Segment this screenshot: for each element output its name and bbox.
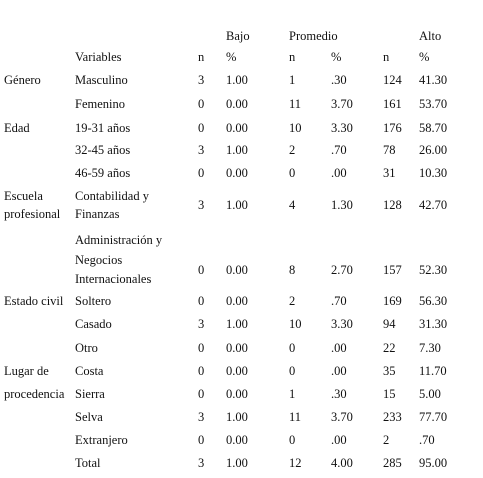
bajo-pct-cell: 0.00: [226, 433, 248, 447]
variable-cell-line2: Finanzas: [75, 207, 120, 221]
bajo-pct-cell: 0.00: [226, 341, 248, 355]
promedio-n-cell: 4: [289, 198, 296, 212]
variable-cell-line2: Negocios: [75, 253, 123, 267]
promedio-n-cell: 1: [289, 73, 296, 87]
bajo-pct-cell: 0.00: [226, 263, 248, 277]
promedio-pct-cell: .00: [331, 364, 347, 378]
alto-pct-cell: 53.70: [419, 97, 448, 111]
alto-pct-cell: 5.00: [419, 387, 441, 401]
category-escuela-line1: Escuela: [4, 189, 43, 203]
promedio-n-cell: 0: [289, 166, 296, 180]
bajo-n-cell: 0: [198, 166, 205, 180]
variable-cell: 46-59 años: [75, 166, 131, 180]
alto-n-cell: 157: [383, 263, 402, 277]
variable-cell: Casado: [75, 317, 112, 331]
promedio-pct-cell: .00: [331, 433, 347, 447]
alto-n-cell: 169: [383, 294, 402, 308]
promedio-n-header: n: [289, 50, 296, 64]
promedio-pct-cell: 3.70: [331, 97, 353, 111]
bajo-pct-cell: 0.00: [226, 166, 248, 180]
bajo-pct-cell: 0.00: [226, 387, 248, 401]
category-edad: Edad: [4, 121, 30, 135]
alto-pct-cell: 11.70: [419, 364, 447, 378]
bajo-pct-cell: 0.00: [226, 121, 248, 135]
alto-n-cell: 31: [383, 166, 396, 180]
promedio-n-cell: 0: [289, 364, 296, 378]
alto-pct-cell: 56.30: [419, 294, 448, 308]
variable-cell-line3: Internacionales: [75, 272, 152, 286]
promedio-pct-cell: .00: [331, 341, 347, 355]
variable-cell: Femenino: [75, 97, 125, 111]
promedio-pct-cell: .00: [331, 166, 347, 180]
alto-pct-cell: 42.70: [419, 198, 448, 212]
variable-cell: 32-45 años: [75, 143, 131, 157]
promedio-pct-cell: .30: [331, 73, 347, 87]
promedio-pct-header: %: [331, 50, 342, 64]
alto-pct-cell: .70: [419, 433, 435, 447]
bajo-n-cell: 0: [198, 97, 205, 111]
alto-n-cell: 285: [383, 456, 402, 470]
bajo-pct-cell: 1.00: [226, 410, 248, 424]
variables-header: Variables: [75, 50, 122, 64]
alto-n-cell: 124: [383, 73, 402, 87]
alto-n-cell: 176: [383, 121, 402, 135]
promedio-n-cell: 10: [289, 121, 302, 135]
alto-pct-cell: 52.30: [419, 263, 448, 277]
alto-pct-cell: 95.00: [419, 456, 448, 470]
alto-pct-cell: 26.00: [419, 143, 448, 157]
alto-n-cell: 128: [383, 198, 402, 212]
alto-pct-cell: 41.30: [419, 73, 448, 87]
promedio-n-cell: 10: [289, 317, 302, 331]
category-estado-civil: Estado civil: [4, 294, 64, 308]
promedio-pct-cell: 2.70: [331, 263, 353, 277]
alto-pct-cell: 77.70: [419, 410, 448, 424]
promedio-pct-cell: 4.00: [331, 456, 353, 470]
bajo-n-cell: 0: [198, 294, 205, 308]
variable-cell: Sierra: [75, 387, 105, 401]
alto-n-cell: 94: [383, 317, 396, 331]
alto-n-header: n: [383, 50, 390, 64]
promedio-pct-cell: .70: [331, 143, 347, 157]
promedio-n-cell: 8: [289, 263, 296, 277]
promedio-pct-cell: 1.30: [331, 198, 353, 212]
bajo-pct-cell: 1.00: [226, 456, 248, 470]
variable-cell: Costa: [75, 364, 104, 378]
group-header-bajo: Bajo: [226, 29, 250, 43]
bajo-n-cell: 0: [198, 121, 205, 135]
alto-pct-cell: 10.30: [419, 166, 448, 180]
alto-n-cell: 2: [383, 433, 390, 447]
category-genero: Género: [4, 73, 41, 87]
bajo-n-cell: 0: [198, 341, 205, 355]
category-lugar-line2: procedencia: [4, 387, 65, 401]
promedio-n-cell: 1: [289, 387, 296, 401]
alto-n-cell: 78: [383, 143, 396, 157]
bajo-pct-cell: 1.00: [226, 73, 248, 87]
variable-cell: Masculino: [75, 73, 128, 87]
alto-n-cell: 15: [383, 387, 396, 401]
promedio-pct-cell: .30: [331, 387, 347, 401]
promedio-n-cell: 11: [289, 97, 302, 111]
variable-cell: Otro: [75, 341, 98, 355]
promedio-pct-cell: 3.70: [331, 410, 353, 424]
promedio-n-cell: 0: [289, 341, 296, 355]
variable-cell: 19-31 años: [75, 121, 131, 135]
promedio-pct-cell: 3.30: [331, 317, 353, 331]
category-escuela-line2: profesional: [4, 207, 61, 221]
bajo-pct-cell: 1.00: [226, 143, 248, 157]
alto-pct-cell: 7.30: [419, 341, 441, 355]
alto-n-cell: 161: [383, 97, 402, 111]
variable-cell-line1: Contabilidad y: [75, 189, 149, 203]
promedio-n-cell: 12: [289, 456, 302, 470]
alto-pct-cell: 58.70: [419, 121, 448, 135]
bajo-pct-cell: 1.00: [226, 198, 248, 212]
variable-cell: Extranjero: [75, 433, 128, 447]
promedio-n-cell: 0: [289, 433, 296, 447]
bajo-n-cell: 3: [198, 456, 205, 470]
alto-n-cell: 35: [383, 364, 396, 378]
promedio-n-cell: 2: [289, 294, 296, 308]
bajo-n-cell: 3: [198, 73, 205, 87]
bajo-pct-cell: 0.00: [226, 364, 248, 378]
variable-cell: Selva: [75, 410, 103, 424]
alto-pct-cell: 31.30: [419, 317, 448, 331]
bajo-n-cell: 0: [198, 263, 205, 277]
promedio-n-cell: 11: [289, 410, 302, 424]
group-header-promedio: Promedio: [289, 29, 338, 43]
bajo-n-cell: 0: [198, 364, 205, 378]
bajo-n-cell: 0: [198, 387, 205, 401]
variable-cell: Total: [75, 456, 101, 470]
bajo-n-header: n: [198, 50, 205, 64]
variable-cell: Soltero: [75, 294, 112, 308]
bajo-n-cell: 3: [198, 198, 205, 212]
bajo-pct-cell: 0.00: [226, 97, 248, 111]
promedio-pct-cell: 3.30: [331, 121, 353, 135]
bajo-pct-cell: 0.00: [226, 294, 248, 308]
bajo-n-cell: 0: [198, 433, 205, 447]
bajo-n-cell: 3: [198, 317, 205, 331]
category-lugar-line1: Lugar de: [4, 364, 49, 378]
alto-pct-header: %: [419, 50, 430, 64]
bajo-pct-cell: 1.00: [226, 317, 248, 331]
promedio-pct-cell: .70: [331, 294, 347, 308]
bajo-n-cell: 3: [198, 410, 205, 424]
bajo-pct-header: %: [226, 50, 237, 64]
alto-n-cell: 233: [383, 410, 402, 424]
variable-cell-line1: Administración y: [75, 233, 163, 247]
bajo-n-cell: 3: [198, 143, 205, 157]
group-header-alto: Alto: [419, 29, 442, 43]
promedio-n-cell: 2: [289, 143, 296, 157]
alto-n-cell: 22: [383, 341, 396, 355]
